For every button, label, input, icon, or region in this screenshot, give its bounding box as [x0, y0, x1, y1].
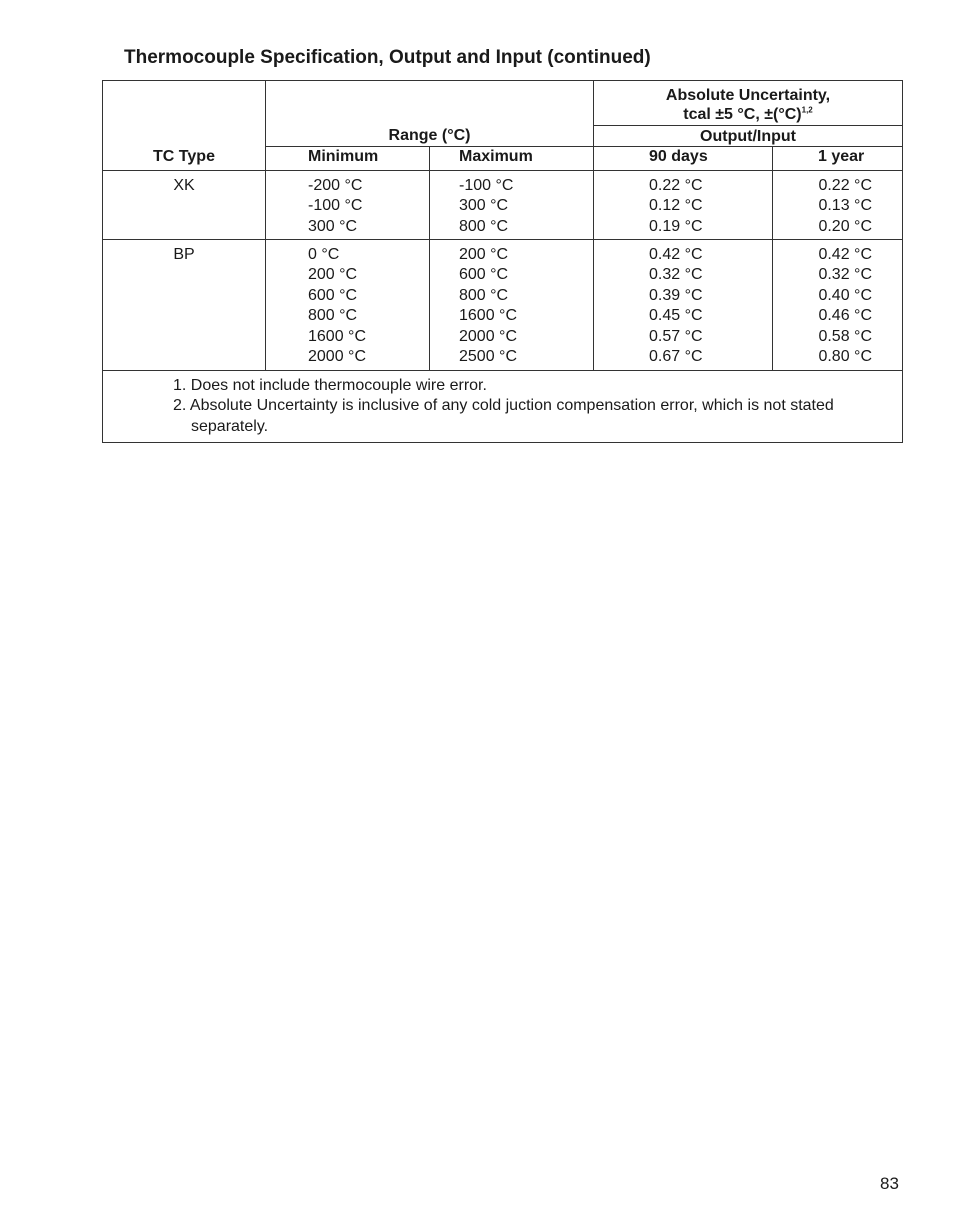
xk-90-days [649, 176, 703, 237]
cell: -100 °C [308, 197, 363, 215]
header-output-input: Output/Input [700, 128, 796, 145]
cell: 600 °C [308, 286, 358, 304]
tc-type-xk: XK [173, 177, 195, 194]
bp-minimum [308, 245, 366, 367]
footnote-number: 1. [173, 377, 187, 394]
cell: 200 °C [308, 266, 358, 284]
cell: 0.19 °C [649, 217, 703, 235]
cell: 1600 °C [308, 327, 366, 345]
bp-maximum [459, 245, 517, 367]
bp-90-days [649, 245, 703, 367]
header-range: Range (°C) [388, 127, 471, 144]
cell: 0.13 °C [818, 197, 872, 215]
header-1-year: 1 year [818, 148, 865, 165]
cell: 0.67 °C [649, 348, 703, 366]
cell: -200 °C [308, 177, 363, 194]
cell: 300 °C [308, 217, 358, 235]
page-title: Thermocouple Specification, Output and Input (continued) [124, 47, 651, 68]
footnote-text: Absolute Uncertainty is inclusive of any cold juction compensation error, which is not stated [189, 397, 834, 414]
cell: 0.39 °C [649, 286, 703, 304]
cell: 0.20 °C [818, 217, 872, 235]
tc-type-bp: BP [173, 246, 195, 263]
cell: 2000 °C [459, 327, 517, 345]
cell: 0 °C [308, 246, 340, 263]
footnote-ref: 1,2 [801, 105, 813, 115]
cell: 0.57 °C [649, 327, 703, 345]
header-uncertainty-line2: tcal ±5 °C, $\pm(^\circ C)^{1,2}$ [683, 105, 813, 123]
header-minimum: Minimum [308, 148, 379, 165]
cell: -100 °C [459, 177, 514, 194]
footnote-text: Does not include thermocouple wire error. [190, 377, 487, 394]
footnote-2 [173, 396, 834, 417]
cell: 0.42 °C [649, 246, 703, 263]
cell: 0.40 °C [818, 286, 872, 304]
cell: 0.46 °C [818, 307, 872, 325]
rule-col-90days [772, 146, 773, 370]
spec-table [102, 80, 903, 443]
cell: 800 °C [308, 307, 358, 325]
bp-1-year [818, 245, 872, 367]
cell: 0.58 °C [818, 327, 872, 345]
rule-col-min [429, 146, 430, 370]
footnote-number: 2. [173, 397, 187, 414]
footnote-1 [173, 376, 487, 397]
cell: 0.22 °C [649, 177, 703, 194]
xk-minimum [308, 176, 362, 237]
cell: 0.45 °C [649, 307, 703, 325]
cell: 0.22 °C [818, 177, 872, 194]
rule-notes-top [103, 370, 902, 371]
cell: 600 °C [459, 266, 509, 284]
cell: 0.80 °C [818, 348, 872, 366]
header-tc-type: TC Type [153, 148, 215, 165]
header-uncertainty-line1: Absolute Uncertainty, [665, 87, 831, 104]
cell: 2000 °C [308, 348, 366, 366]
cell: 200 °C [459, 246, 509, 263]
header-90-days: 90 days [649, 148, 708, 165]
cell: 800 °C [459, 217, 509, 235]
xk-maximum [459, 176, 513, 237]
xk-1-year [818, 176, 872, 237]
cell: 300 °C [459, 197, 509, 215]
cell: 1600 °C [459, 307, 517, 325]
rule-col-tc [265, 81, 266, 370]
rule-row-divider [103, 239, 902, 240]
cell: 0.42 °C [818, 246, 872, 263]
cell: 800 °C [459, 286, 509, 304]
cell: 0.32 °C [818, 266, 872, 284]
footnote-2-continuation: separately. [191, 418, 269, 435]
rule-output-input-top [594, 125, 902, 126]
page-number: 83 [880, 1174, 899, 1193]
cell: 0.32 °C [649, 266, 703, 284]
cell: 2500 °C [459, 348, 517, 366]
header-maximum: Maximum [459, 148, 533, 165]
rule-header-bottom [103, 170, 902, 171]
cell: 0.12 °C [649, 197, 703, 215]
